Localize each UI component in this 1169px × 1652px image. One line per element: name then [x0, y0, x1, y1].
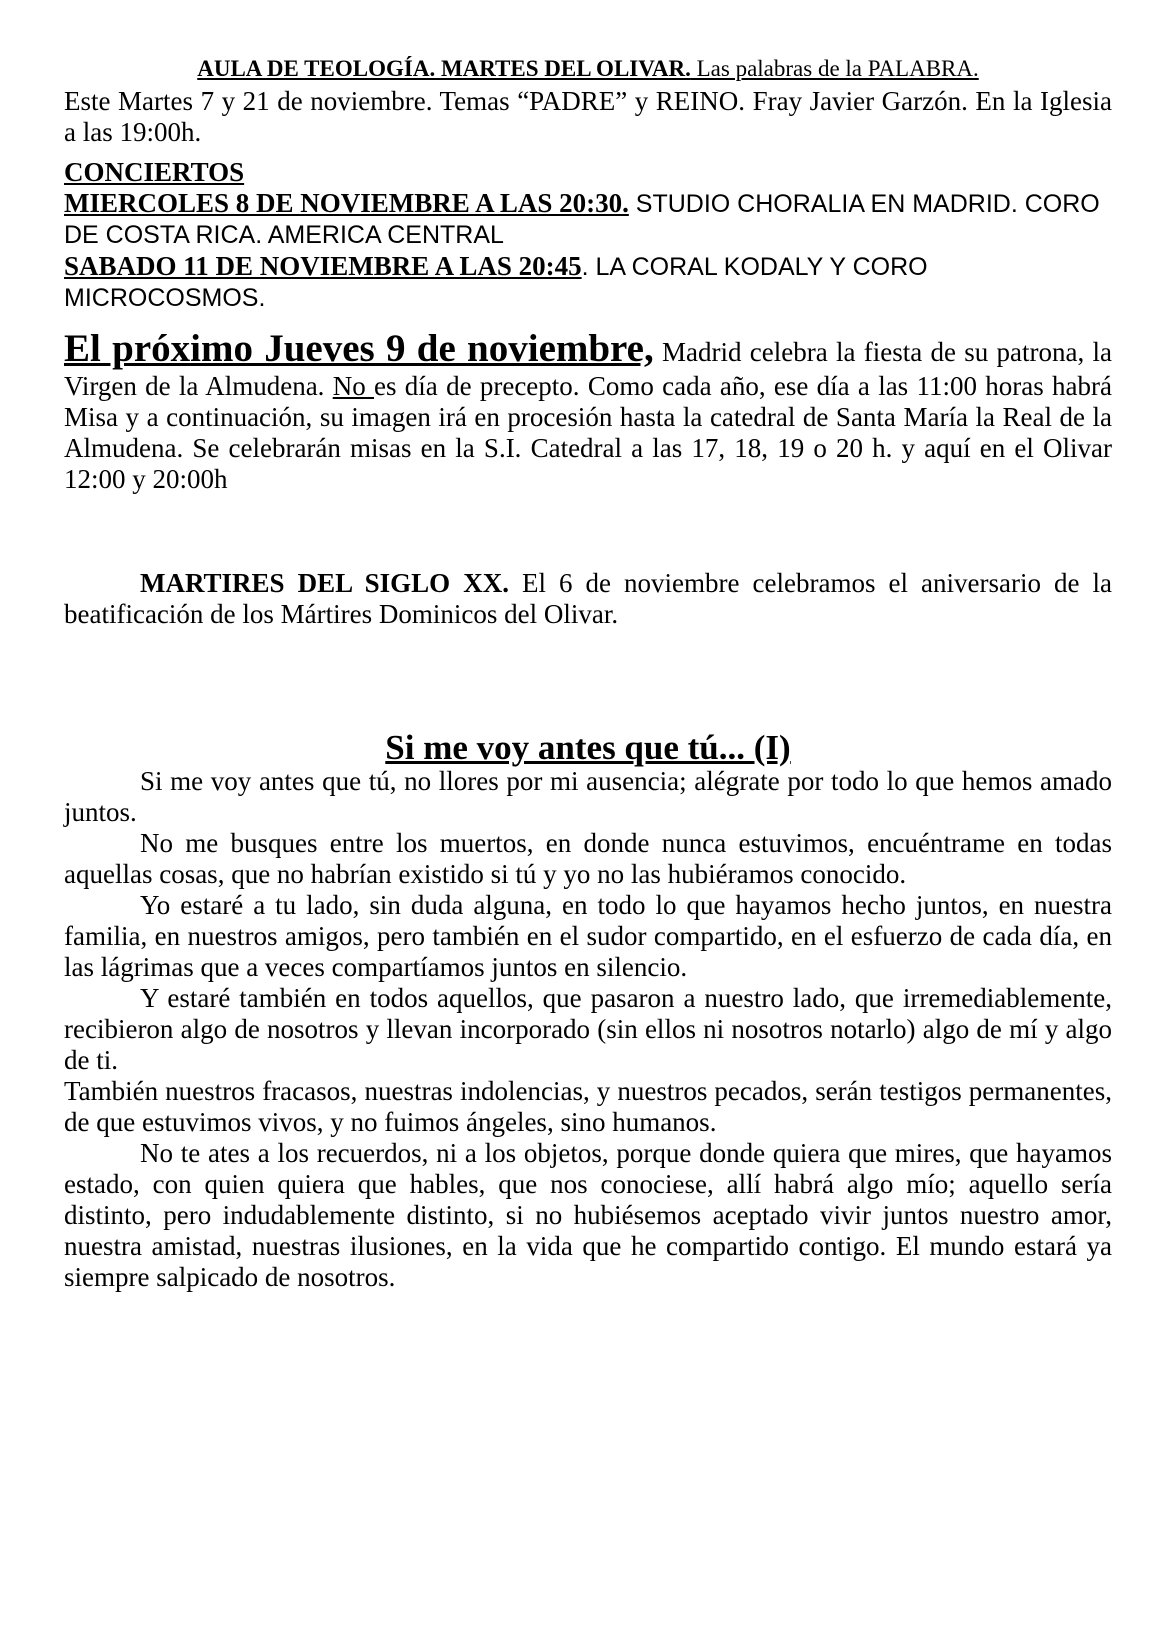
- conciertos-section: [64, 157, 1112, 314]
- concierto-item-2: [64, 251, 1112, 314]
- poem-paragraph-1: Si me voy antes que tú, no llores por mi ausencia; alégrate por todo lo que hemos amado juntos.: [64, 766, 1112, 827]
- aula-body: Este Martes 7 y 21 de noviembre. Temas “PADRE” y REINO. Fray Javier Garzón. En la Iglesia a las 19:00h.: [64, 86, 1112, 147]
- almudena-text-2: es día de precepto. Como cada año, ese día a las 11:00 horas habrá Misa y a continuación, su imagen irá en procesión hasta la catedral de Santa María la Real de la Almudena. Se celebrarán misas en la S.I. Catedral a las 17, 18, 19 o 20 h. y aquí en el Olivar 12:00 y 20:00h: [64, 371, 1112, 494]
- almudena-paragraph: [64, 327, 1112, 495]
- concierto-1-date: MIERCOLES 8 DE NOVIEMBRE A LAS 20:30.: [64, 188, 629, 218]
- aula-header: [64, 56, 1112, 82]
- martires-paragraph: [64, 568, 1112, 630]
- almudena-text-1: Madrid celebra la fiesta de su patrona, la Virgen de la Almudena.: [64, 337, 1112, 401]
- conciertos-heading: CONCIERTOS: [64, 157, 245, 187]
- poem-paragraph-2: No me busques entre los muertos, en donde nunca estuvimos, encuéntrame en todas aquellas cosas, que no habrían existido si tú y yo no las hubiéramos conocido.: [64, 828, 1112, 889]
- concierto-2-date: SABADO 11 DE NOVIEMBRE A LAS 20:45: [64, 251, 582, 281]
- almudena-no: No: [332, 371, 375, 401]
- martires-text: El 6 de noviembre celebramos el aniversario de la beatificación de los Mártires Dominicos del Olivar.: [64, 568, 1112, 629]
- aula-title-bold: AULA DE TEOLOGÍA. MARTES DEL OLIVAR.: [197, 56, 691, 81]
- poem-body: [64, 766, 1112, 1293]
- concierto-1-text: STUDIO CHORALIA EN MADRID. CORO DE COSTA RICA. AMERICA CENTRAL: [64, 190, 1100, 249]
- poem-paragraph-4: Y estaré también en todos aquellos, que pasaron a nuestro lado, que irremediablemente, recibieron algo de nosotros y llevan incorporado (sin ellos ni nosotros notarlo) algo de mí y algo de ti.: [64, 983, 1112, 1075]
- concierto-item-1: [64, 188, 1112, 251]
- aula-title-rest: Las palabras de la PALABRA.: [690, 56, 979, 81]
- poem-paragraph-3: Yo estaré a tu lado, sin duda alguna, en todo lo que hayamos hecho juntos, en nuestra familia, en nuestros amigos, pero también en el sudor compartido, en el esfuerzo de cada día, en las lágrimas que a veces compartíamos juntos en silencio.: [64, 890, 1112, 982]
- almudena-section: [64, 327, 1112, 495]
- martires-heading: MARTIRES DEL SIGLO XX.: [140, 568, 509, 598]
- poem-paragraph-6: No te ates a los recuerdos, ni a los objetos, porque donde quiera que mires, que hayamos estado, con quien quiera que hables, que nos conociese, allí habrá algo mío; aquello sería distinto, pero indudablemente distinto, si no hubiésemos aceptado vivir juntos nuestro amor, nuestra amistad, nuestras ilusiones, en la vida que he compartido contigo. El mundo estará ya siempre salpicado de nosotros.: [64, 1138, 1112, 1292]
- almudena-lead: El próximo Jueves 9 de noviembre,: [64, 327, 654, 370]
- poem-title: Si me voy antes que tú... (I): [385, 728, 791, 767]
- poem-paragraph-5: También nuestros fracasos, nuestras indolencias, y nuestros pecados, serán testigos permanentes, de que estuvimos vivos, y no fuimos ángeles, sino humanos.: [64, 1076, 1112, 1137]
- martires-section: [64, 568, 1112, 630]
- aula-section: [64, 86, 1112, 148]
- concierto-2-text: . LA CORAL KODALY Y CORO MICROCOSMOS.: [64, 253, 928, 312]
